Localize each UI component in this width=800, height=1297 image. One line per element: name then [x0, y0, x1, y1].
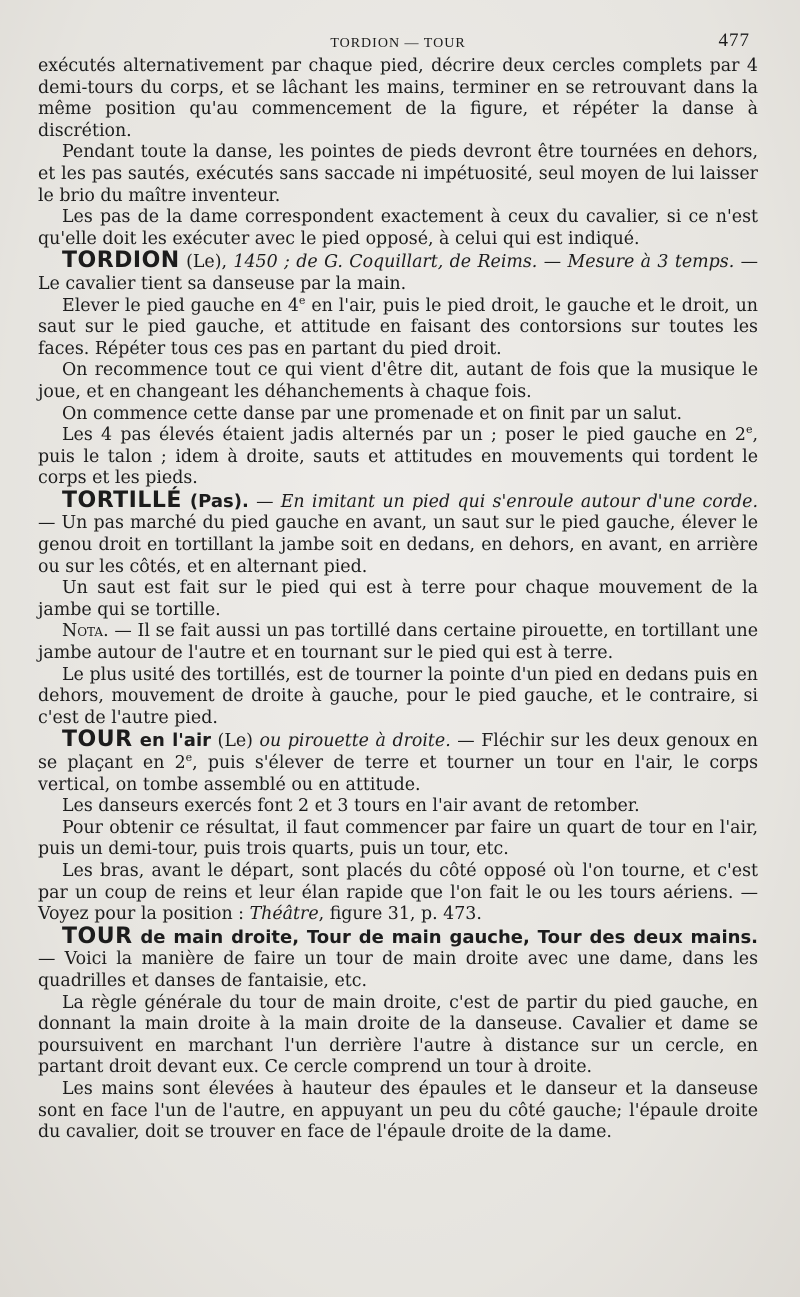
- text-span: , puis s'élever de terre et tourner un tour en l'air, le corps vertical, on tombe assemblé ou en attitude.: [38, 753, 758, 795]
- entry-tortille: [38, 487, 758, 578]
- entry-qualifier: (Pas).: [181, 490, 249, 512]
- text-span: Elever le pied gauche en 4: [62, 295, 299, 316]
- entry-subheading: en l'air: [132, 730, 211, 752]
- nota-label: Nota.: [62, 621, 109, 642]
- text-span: en l'air, puis le pied droit, le gauche et le droit, un saut sur le pied gauche, et attitude en faisant des contorsions sur toutes les faces. Répéter tous ces pas en partant du pied droit.: [38, 295, 758, 359]
- entry-definition: En imitant un pied qui s'enroule autour d'une corde.: [280, 491, 758, 512]
- superscript: e: [185, 751, 193, 765]
- page-header: [38, 30, 758, 56]
- paragraph: On commence cette danse par une promenade et on finit par un salut.: [62, 403, 683, 424]
- page-body: [38, 56, 758, 1144]
- entry-article: (Le),: [179, 252, 234, 273]
- entry-heading: TOUR: [62, 923, 133, 949]
- entry-tordion: [38, 250, 758, 295]
- entry-tour-de-main: [38, 923, 758, 993]
- paragraph: Le plus usité des tortillés, est de tourner la pointe d'un pied en dedans puis en dehors, mouvement de droite à gauche, pour le pied gauche, et le contraire, si c'est de l'autre pied.: [38, 664, 758, 728]
- text-span: —: [248, 491, 281, 512]
- entry-intro: — Voici la manière de faire un tour de main droite avec une dame, dans les quadrilles et danses de fantaisie, etc.: [38, 949, 758, 991]
- paragraph: La règle générale du tour de main droite, c'est de partir du pied gauche, en donnant la main droite à la main droite de la danseuse. Cavalier et dame se poursuivent en marchant l'un derrière l'autre à distance sur un cercle, en partant droit devant eux. Ce cercle comprend un tour à droite.: [38, 992, 758, 1078]
- superscript: e: [745, 423, 753, 437]
- text-span: — Il se fait aussi un pas tortillé dans certaine pirouette, en tortillant une jambe autour de l'autre et en tournant sur le pied qui est à terre.: [38, 621, 758, 664]
- entry-heading: TORDION: [62, 248, 180, 274]
- text-span: Les 4 pas élevés étaient jadis alternés par un ; poser le pied gauche en 2: [62, 425, 746, 446]
- paragraph: [38, 425, 758, 490]
- paragraph-nota: [38, 621, 758, 664]
- cross-reference: Théâtre: [249, 904, 319, 925]
- text-span: Les bras, avant le départ, sont placés du côté opposé où l'on tourne, et c'est par un coup de reins et leur élan rapide que l'on fait le ou les tours aériens. — Voyez pour la position :: [38, 860, 758, 925]
- paragraph: Les danseurs exercés font 2 et 3 tours en l'air avant de retomber.: [62, 796, 640, 817]
- entry-heading: TOUR: [62, 727, 133, 753]
- paragraph: [38, 293, 758, 361]
- entry-definition: ou pirouette à droite.: [259, 731, 451, 752]
- entry-intro: — Le cavalier tient sa danseuse par la main.: [38, 252, 759, 294]
- text-span: , figure 31, p. 473.: [318, 904, 482, 925]
- entry-subheading: de main droite, Tour de main gauche, Tour des deux mains.: [132, 926, 758, 948]
- running-title: TORDION — TOUR: [330, 36, 466, 51]
- paragraph: Pour obtenir ce résultat, il faut commencer par faire un quart de tour en l'air, puis un demi-tour, puis trois quarts, puis un tour, etc.: [38, 817, 758, 860]
- entry-intro: — Un pas marché du pied gauche en avant, un saut sur le pied gauche, élever le genou droit en tortillant la jambe soit en dedans, en dehors, en avant, en arrière ou sur les côtés, et en alternant pied.: [38, 513, 758, 577]
- superscript: e: [298, 293, 306, 307]
- paragraph: On recommence tout ce qui vient d'être dit, autant de fois que la musique le joue, et en changeant les déhanchements à chaque fois.: [38, 360, 758, 402]
- paragraph: Un saut est fait sur le pied qui est à terre pour chaque mouvement de la jambe qui se tortille.: [38, 578, 758, 620]
- entry-heading: TORTILLÉ: [62, 487, 182, 513]
- text-span: — Fléchir sur les deux genoux en se plaçant en 2: [38, 731, 758, 773]
- paragraph: Les pas de la dame correspondent exactement à ceux du cavalier, si ce n'est qu'elle doit les exécuter avec le pied opposé, à celui qui est indiqué.: [38, 207, 758, 249]
- entry-source: 1450 ; de G. Coquillart, de Reims. — Mesure à 3 temps.: [233, 252, 735, 273]
- page-number: 477: [718, 30, 750, 51]
- paragraph: [38, 861, 758, 926]
- entry-article: (Le): [211, 731, 260, 752]
- paragraph: Les mains sont élevées à hauteur des épaules et le danseur et la danseuse sont en face l'un de l'autre, en appuyant un peu du côté gauche; l'épaule droite du cavalier, doit se trouver en face de l'épaule droite de la dame.: [38, 1078, 758, 1143]
- entry-tour-en-lair: [38, 729, 758, 796]
- text-span: , puis le talon ; idem à droite, sauts et attitudes en mouvements qui tordent le corps et les pieds.: [38, 425, 758, 489]
- paragraph: Pendant toute la danse, les pointes de pieds devront être tournées en dehors, et les pas sautés, exécutés sans saccade ni impétuosité, seul moyen de lui laisser le brio du maître inventeur.: [38, 142, 758, 206]
- paragraph-continuation: exécutés alternativement par chaque pied, décrire deux cercles complets par 4 demi-tours du corps, et se lâchant les mains, terminer en se retrouvant dans la même position qu'au commencement de la figure, et répéter la danse à discrétion.: [38, 56, 758, 141]
